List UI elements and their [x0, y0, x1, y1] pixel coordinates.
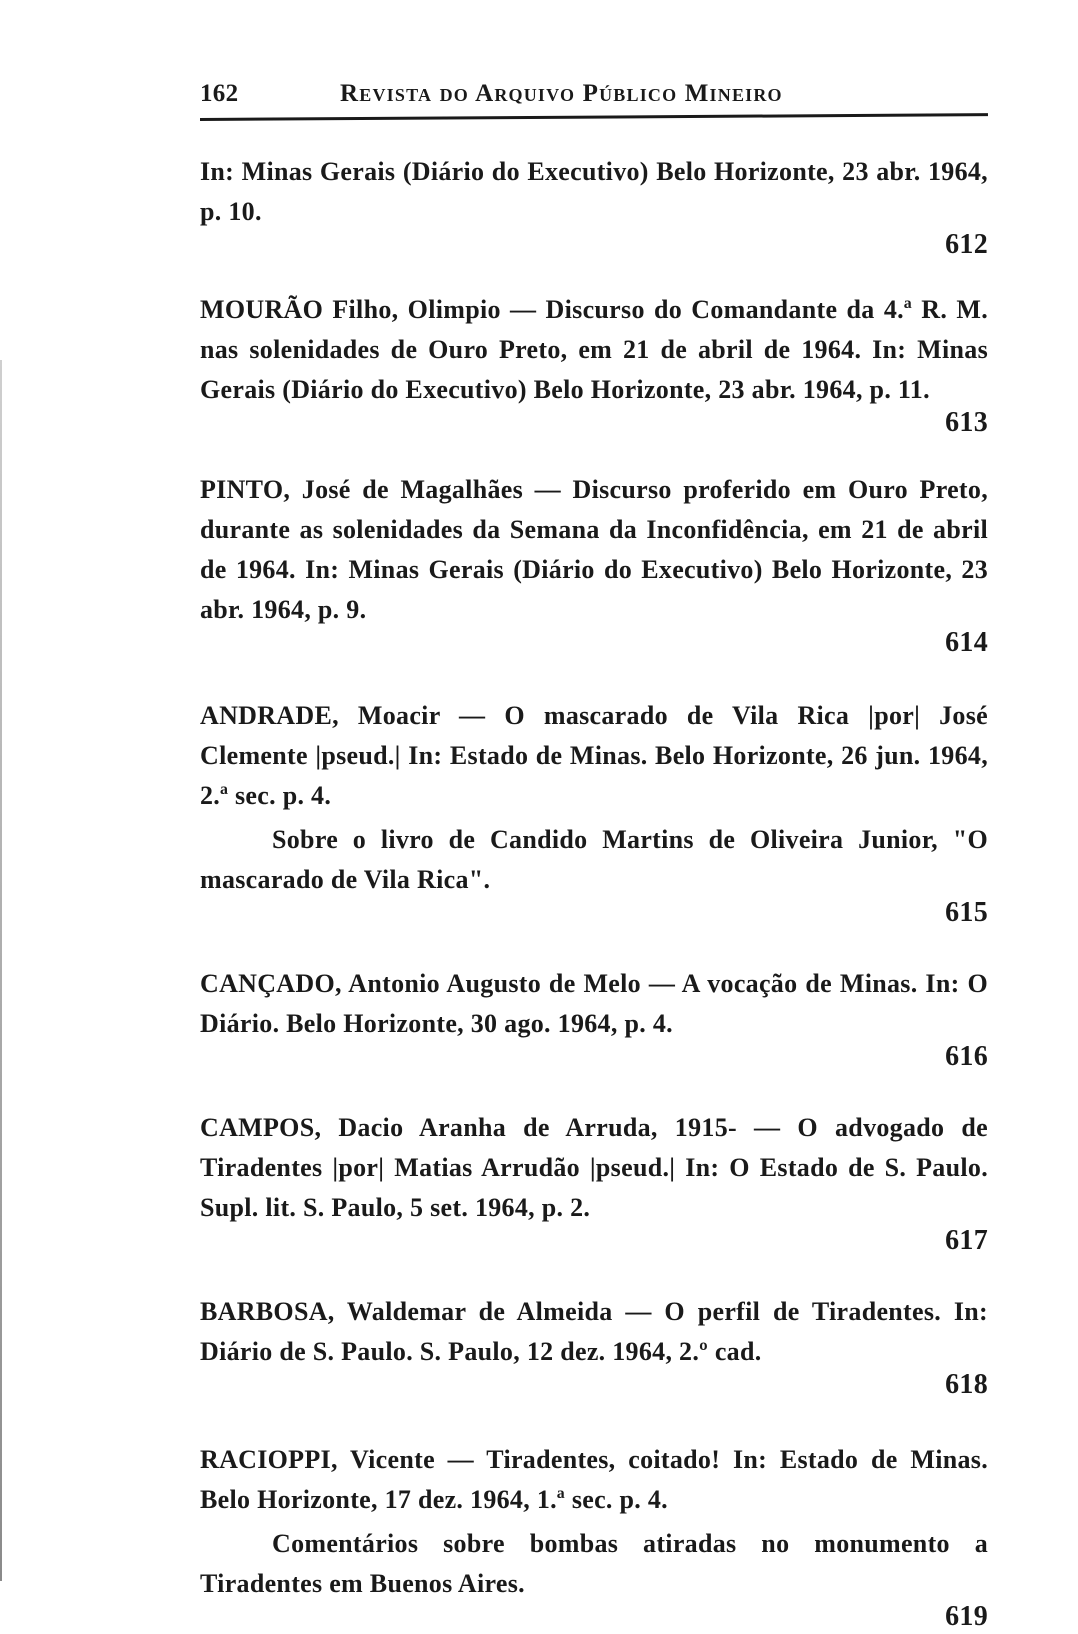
page-edge-shadow	[0, 360, 2, 1581]
entry-text: In: Minas Gerais (Diário do Executivo) Belo Horizonte, 23 abr. 1964, p. 10.	[200, 157, 988, 226]
bibliography-entry	[200, 152, 988, 262]
page-number: 162	[200, 80, 239, 107]
bibliography-entry	[200, 964, 988, 1074]
bibliography-entry	[200, 1292, 988, 1402]
entry-number: 617	[945, 1225, 988, 1256]
header-rule	[200, 113, 988, 121]
bibliography-entry	[200, 1108, 988, 1258]
entry-text: PINTO, José de Magalhães — Discurso proferido em Ouro Preto, durante as solenidades da Semana da Inconfidência, em 21 de abril de 1964. In: Minas Gerais (Diário do Executivo) Belo Horizonte, 23 abr. 1964, p. 9.	[200, 475, 988, 624]
bibliography-entry	[200, 696, 988, 930]
entry-number: 614	[945, 627, 988, 658]
running-title: Revista do Arquivo Público Mineiro	[340, 80, 783, 107]
entry-number: 618	[945, 1369, 988, 1400]
entry-number: 613	[945, 407, 988, 438]
bibliography-entry	[200, 1440, 988, 1634]
bibliography-list	[200, 152, 988, 1634]
bibliography-entry	[200, 470, 988, 660]
document-page	[200, 80, 988, 1634]
entry-number: 616	[945, 1041, 988, 1072]
entry-number: 619	[945, 1601, 988, 1632]
entry-text: CANÇADO, Antonio Augusto de Melo — A vocação de Minas. In: O Diário. Belo Horizonte, 30 ago. 1964, p. 4.	[200, 969, 988, 1038]
entry-note: Sobre o livro de Candido Martins de Oliveira Junior, "O mascarado de Vila Rica".	[200, 825, 988, 894]
bibliography-entry	[200, 290, 988, 440]
entry-text: ANDRADE, Moacir — O mascarado de Vila Rica |por| José Clemente |pseud.| In: Estado de Minas. Belo Horizonte, 26 jun. 1964, 2.ª sec. p. 4.	[200, 701, 988, 810]
entry-note: Comentários sobre bombas atiradas no monumento a Tiradentes em Buenos Aires.	[200, 1529, 988, 1598]
entry-text: BARBOSA, Waldemar de Almeida — O perfil de Tiradentes. In: Diário de S. Paulo. S. Paulo, 12 dez. 1964, 2.º cad.	[200, 1297, 988, 1366]
entry-number: 615	[945, 897, 988, 928]
entry-text: CAMPOS, Dacio Aranha de Arruda, 1915- — O advogado de Tiradentes |por| Matias Arrudão |pseud.| In: O Estado de S. Paulo. Supl. lit. S. Paulo, 5 set. 1964, p. 2.	[200, 1113, 988, 1222]
entry-text: MOURÃO Filho, Olimpio — Discurso do Comandante da 4.ª R. M. nas solenidades de Ouro Preto, em 21 de abril de 1964. In: Minas Gerais (Diário do Executivo) Belo Horizonte, 23 abr. 1964, p. 11.	[200, 295, 988, 404]
entry-text: RACIOPPI, Vicente — Tiradentes, coitado! In: Estado de Minas. Belo Horizonte, 17 dez. 1964, 1.ª sec. p. 4.	[200, 1445, 988, 1514]
entry-number: 612	[945, 229, 988, 260]
page-header	[200, 80, 988, 116]
